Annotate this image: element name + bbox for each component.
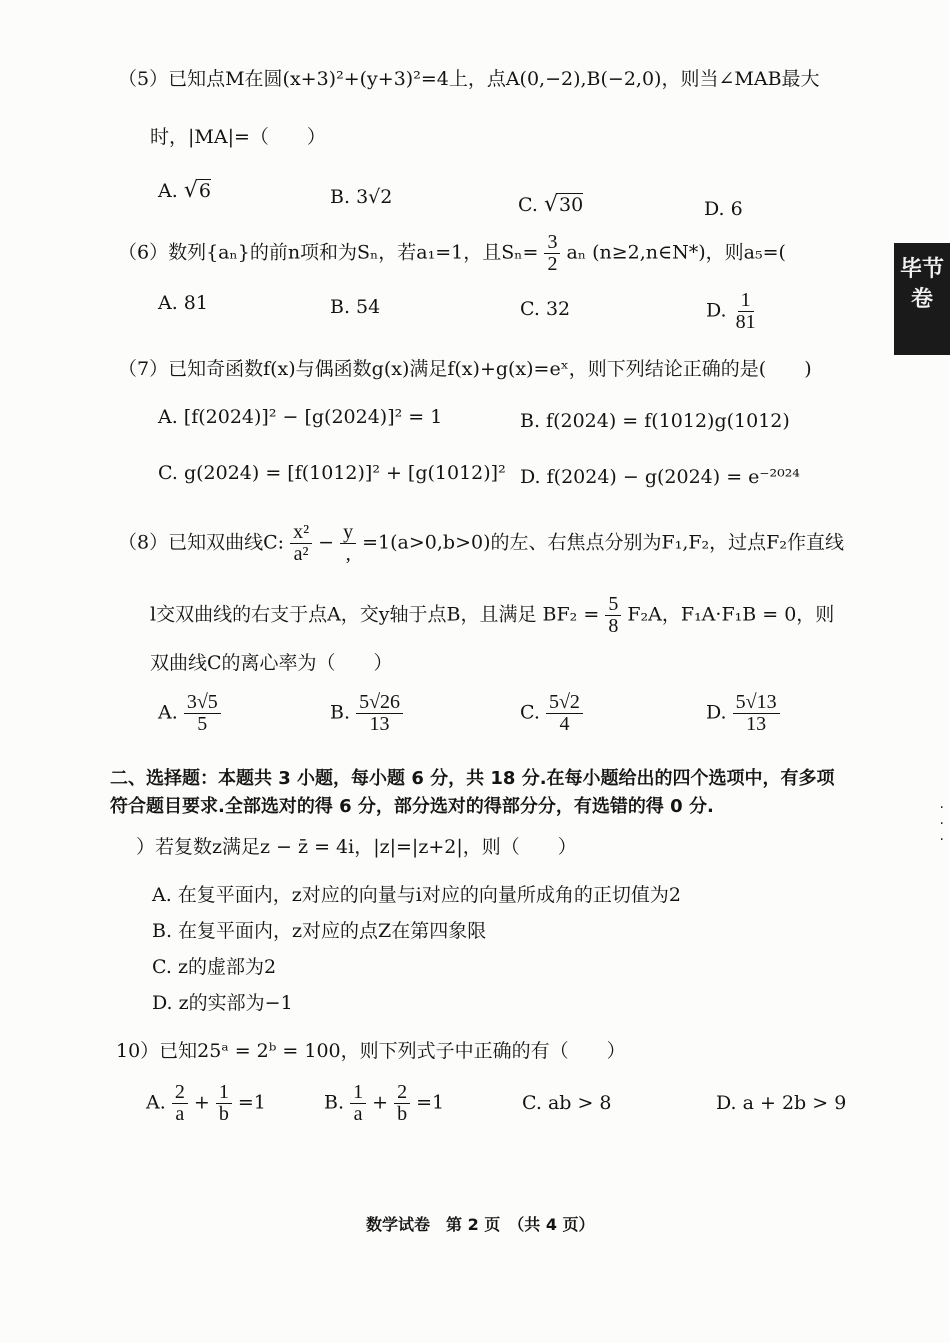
option-fraction <box>184 692 221 735</box>
option-fraction <box>546 692 583 735</box>
q6-stem-pre: （6）数列{aₙ}的前n项和为Sₙ，若a₁=1，且Sₙ= <box>118 241 539 264</box>
q8-option-b[interactable] <box>330 692 403 735</box>
option-fraction <box>350 1082 366 1125</box>
q5-option-d[interactable]: D. 6 <box>704 198 743 220</box>
option-letter: B. <box>330 186 351 208</box>
q6-option-d[interactable] <box>706 290 759 333</box>
q9-option-b[interactable]: B. 在复平面内，z对应的点Z在第四象限 <box>152 920 487 942</box>
frac-num: 1 <box>350 1082 366 1104</box>
option-fraction <box>172 1082 188 1125</box>
option-fraction <box>733 692 780 735</box>
q8-stem-pre: （8）已知双曲线C: <box>118 531 285 554</box>
option-letter: B. <box>324 1091 345 1114</box>
q8-fraction-y <box>340 522 356 565</box>
q9-option-a[interactable]: A. 在复平面内，z对应的向量与i对应的向量所成角的正切值为2 <box>152 884 681 906</box>
q8-option-d[interactable] <box>706 692 780 735</box>
option-fraction <box>733 290 759 333</box>
q7-option-b[interactable]: B. f(2024) = f(1012)g(1012) <box>520 410 790 432</box>
q5-option-c[interactable] <box>518 192 583 217</box>
frac-den: 2 <box>547 253 558 275</box>
option-letter: D. <box>706 299 727 322</box>
q8-fraction-ratio <box>605 594 621 637</box>
frac-den: a <box>175 1103 185 1125</box>
frac-num: x² <box>290 522 312 544</box>
option-letter: A. <box>158 180 178 202</box>
option-tail: =1 <box>416 1091 445 1114</box>
frac-num: 2 <box>172 1082 188 1104</box>
q7-option-d[interactable]: D. f(2024) − g(2024) = e⁻²⁰²⁴ <box>520 466 800 488</box>
frac-den: a² <box>293 543 309 565</box>
frac-den: a <box>353 1103 363 1125</box>
radicand: 6 <box>198 180 211 202</box>
option-tail: =1 <box>237 1091 266 1114</box>
frac-den: 5 <box>197 713 208 735</box>
plus-sign: + <box>193 1091 210 1114</box>
q8-stem-post: =1(a>0,b>0)的左、右焦点分别为F₁,F₂，过点F₂作直线 <box>362 531 844 554</box>
frac-den: 81 <box>735 311 756 333</box>
frac-num: 3√5 <box>184 692 221 714</box>
frac-num: 1 <box>216 1082 232 1104</box>
radical: √ <box>543 192 558 217</box>
radical: √ <box>183 178 198 203</box>
q7-option-a[interactable]: A. [f(2024)]² − [g(2024)]² = 1 <box>158 406 443 428</box>
option-fraction <box>216 1082 232 1125</box>
option-letter: A. <box>158 701 178 724</box>
q8-stem-line3: 双曲线C的离心率为（ ） <box>150 652 393 674</box>
q6-option-c[interactable]: C. 32 <box>520 298 571 320</box>
frac-num: 3 <box>544 232 560 254</box>
option-letter: C. <box>518 194 538 216</box>
frac-num: 2 <box>394 1082 410 1104</box>
q9-option-c[interactable]: C. z的虚部为2 <box>152 956 277 978</box>
q10-stem: 10）已知25ᵃ = 2ᵇ = 100，则下列式子中正确的有（ ） <box>116 1040 626 1062</box>
frac-num: 5√2 <box>546 692 583 714</box>
q8-fraction-x <box>290 522 312 565</box>
q8-line2-post: F₂A，F₁A·F₁B = 0，则 <box>627 603 835 626</box>
option-letter: D. <box>706 701 727 724</box>
frac-den: 4 <box>559 713 570 735</box>
q8-line2-pre: l交双曲线的右支于点A，交y轴于点B，且满足 BF₂ = <box>150 603 600 626</box>
q6-option-b[interactable]: B. 54 <box>330 296 381 318</box>
frac-num: y <box>340 522 356 544</box>
q8-option-c[interactable] <box>520 692 583 735</box>
section2-heading-line1: 二、选择题：本题共 3 小题，每小题 6 分，共 18 分.在每小题给出的四个选项中，有多项 <box>110 768 835 789</box>
plus-sign: + <box>372 1091 389 1114</box>
q7-stem: （7）已知奇函数f(x)与偶函数g(x)满足f(x)+g(x)=eˣ，则下列结论正确的是( ) <box>118 358 812 380</box>
side-tab-line1: 毕节 <box>899 257 944 282</box>
option-letter: A. <box>146 1091 166 1114</box>
frac-den: b <box>218 1103 229 1125</box>
option-value: 3√2 <box>356 186 393 208</box>
radicand: 30 <box>558 194 584 216</box>
minus-sign: − <box>318 531 335 554</box>
q8-stem-line2 <box>150 594 834 637</box>
q6-stem-post: aₙ (n≥2,n∈N*)，则a₅=( <box>566 241 786 264</box>
option-letter: B. <box>330 701 351 724</box>
frac-den: 8 <box>608 615 619 637</box>
frac-den: 13 <box>369 713 390 735</box>
frac-den: b <box>397 1103 408 1125</box>
section2-heading-line2: 符合题目要求.全部选对的得 6 分，部分选对的得部分分，有选错的得 0 分. <box>110 796 714 817</box>
margin-marks: · · · <box>939 800 944 848</box>
q5-option-b[interactable] <box>330 186 392 208</box>
q6-stem <box>118 232 786 275</box>
frac-num: 5√13 <box>733 692 780 714</box>
q5-option-a[interactable] <box>158 178 211 203</box>
frac-den: 13 <box>746 713 767 735</box>
side-tab <box>894 243 950 355</box>
q9-stem: ）若复数z满足z − z̄ = 4i，|z|=|z+2|，则（ ） <box>136 836 577 858</box>
page-footer: 数学试卷 第 2 页 （共 4 页） <box>366 1215 595 1234</box>
frac-num: 1 <box>738 290 754 312</box>
q5-stem-line2: 时，|MA|=（ ） <box>150 126 326 148</box>
option-fraction <box>356 692 403 735</box>
q8-option-a[interactable] <box>158 692 221 735</box>
q9-option-d[interactable]: D. z的实部为−1 <box>152 992 293 1014</box>
side-tab-line2: 卷 <box>910 287 933 312</box>
q10-option-d[interactable]: D. a + 2b > 9 <box>716 1092 847 1114</box>
q10-option-c[interactable]: C. ab > 8 <box>522 1092 612 1114</box>
frac-den: ‚ <box>344 543 352 565</box>
frac-num: 5 <box>605 594 621 616</box>
frac-num: 5√26 <box>356 692 403 714</box>
q7-option-c[interactable]: C. g(2024) = [f(1012)]² + [g(1012)]² <box>158 462 506 484</box>
q6-option-a[interactable]: A. 81 <box>158 292 208 314</box>
option-fraction <box>394 1082 410 1125</box>
q10-option-b[interactable] <box>324 1082 444 1125</box>
q10-option-a[interactable] <box>146 1082 266 1125</box>
q6-fraction <box>544 232 560 275</box>
q8-stem-line1 <box>118 522 844 565</box>
option-letter: C. <box>520 701 540 724</box>
q5-stem-line1: （5）已知点M在圆(x+3)²+(y+3)²=4上，点A(0,−2),B(−2,0)，则当∠MAB最大 <box>118 68 820 90</box>
